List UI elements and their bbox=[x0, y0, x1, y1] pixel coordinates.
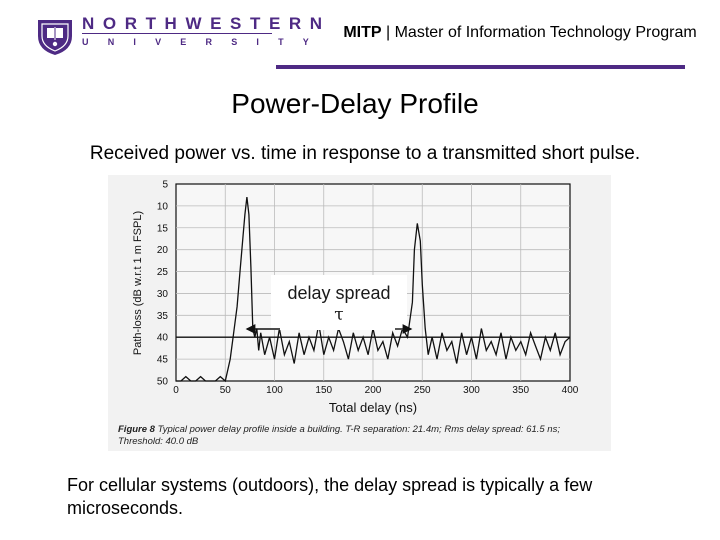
y-tick-label: 40 bbox=[156, 332, 168, 344]
x-axis-label: Total delay (ns) bbox=[328, 400, 418, 415]
university-name: NORTHWESTERN bbox=[82, 14, 331, 33]
y-tick-label: 25 bbox=[156, 267, 168, 279]
program-separator: | bbox=[385, 24, 391, 41]
x-tick-label: 200 bbox=[364, 385, 382, 396]
y-tick-label: 35 bbox=[156, 310, 168, 322]
x-tick-label: 100 bbox=[266, 385, 283, 396]
y-tick-label: 5 bbox=[162, 179, 168, 191]
figure-caption-text: Typical power delay profile inside a building. T-R separation: 21.4m; Rms delay spread: 61.5 ns; Threshold: 40.0 dB bbox=[118, 424, 560, 447]
x-tick-label: 150 bbox=[315, 385, 333, 396]
y-tick-label: 10 bbox=[156, 201, 168, 213]
x-tick-label: 0 bbox=[173, 385, 179, 396]
university-subname: UNIVERSITY bbox=[82, 37, 329, 47]
x-tick-label: 400 bbox=[561, 385, 579, 396]
x-tick-label: 350 bbox=[512, 385, 530, 396]
slide-footer: For cellular systems (outdoors), the delay spread is typically a few microseconds. bbox=[67, 475, 593, 518]
y-tick-label: 50 bbox=[156, 376, 168, 388]
slide-subtitle: Received power vs. time in response to a transmitted short pulse. bbox=[89, 143, 641, 164]
delay-spread-label: delay spread bbox=[287, 283, 391, 303]
y-tick-label: 15 bbox=[156, 223, 168, 235]
y-tick-label: 20 bbox=[156, 245, 168, 257]
x-tick-label: 250 bbox=[413, 385, 431, 396]
y-axis-label: Path-loss (dB w.r.t 1 m FSPL) bbox=[132, 210, 144, 356]
figure-caption-label: Figure 8 bbox=[118, 424, 155, 435]
tau-symbol: τ bbox=[334, 305, 344, 325]
x-tick-label: 300 bbox=[463, 385, 480, 396]
program-short-name: MITP bbox=[343, 24, 382, 41]
x-tick-label: 50 bbox=[219, 385, 231, 396]
y-tick-label: 30 bbox=[156, 288, 168, 300]
program-long-name: Master of Information Technology Program bbox=[394, 24, 697, 41]
slide-title: Power-Delay Profile bbox=[231, 88, 479, 119]
y-tick-label: 45 bbox=[156, 354, 168, 366]
